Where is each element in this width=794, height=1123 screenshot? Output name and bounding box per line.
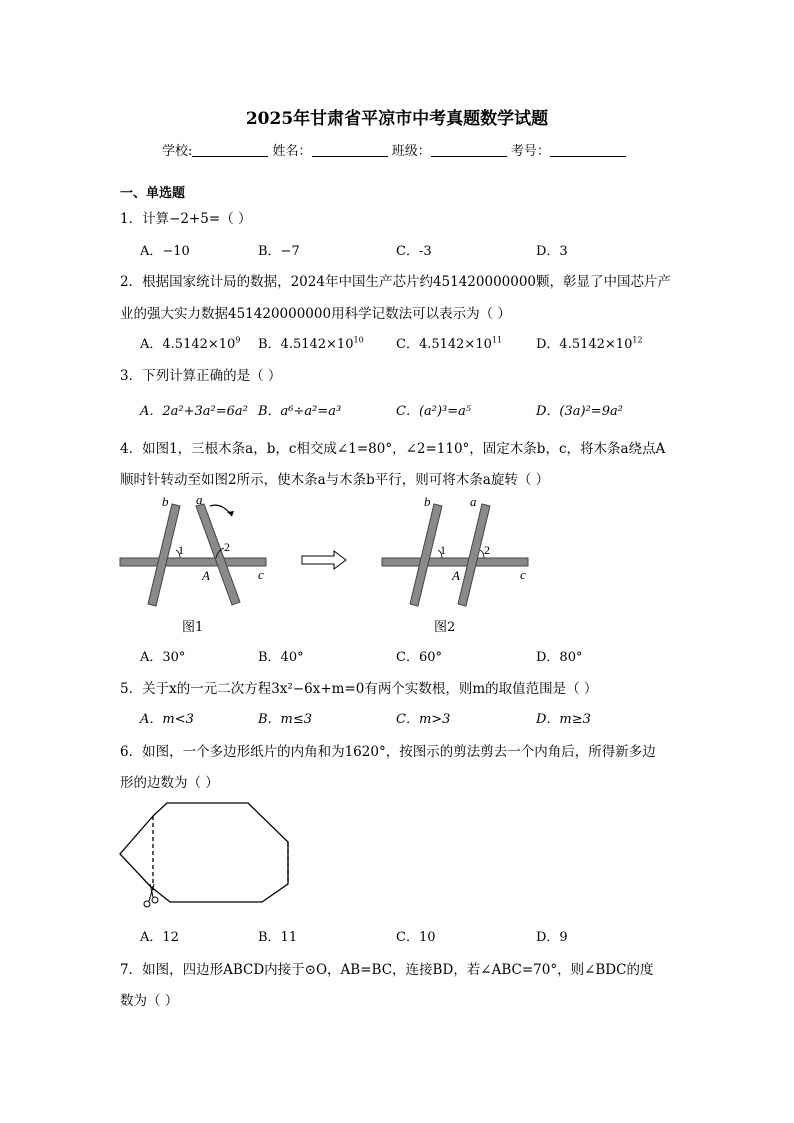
q1-option-d[interactable]: D．3 — [536, 244, 568, 259]
label-a: a — [196, 492, 203, 507]
q6-stem-line2: 形的边数为（ ） — [120, 775, 219, 791]
name-blank[interactable] — [312, 143, 388, 157]
q5-option-d[interactable]: D．m≥3 — [536, 712, 591, 727]
label-b: b — [162, 494, 169, 509]
q6-option-d[interactable]: D．9 — [536, 930, 568, 945]
q5-stem: 5．关于x的一元二次方程3x²−6x+m=0有两个实数根，则m的取值范围是（ ） — [120, 681, 598, 697]
q4-option-a[interactable]: A．30° — [140, 650, 186, 665]
q2-option-b[interactable]: B．$4.5142\times 10^{10}$ — [258, 335, 364, 352]
q3-option-a[interactable]: A．2a²+3a²=6a² — [140, 404, 248, 419]
q1-option-c[interactable]: C．-3 — [396, 244, 432, 259]
q5-option-a[interactable]: A．m<3 — [140, 712, 194, 727]
cut-corner — [120, 816, 153, 886]
exam-no-blank[interactable] — [550, 143, 626, 157]
q4-stem-line1: 4．如图1，三根木条a，b，c相交成∠1=80°，∠2=110°，固定木条b，c，将木条a绕点A — [120, 441, 666, 457]
label-a: a — [470, 494, 477, 509]
q6-option-c[interactable]: C．10 — [396, 930, 436, 945]
q5-option-b[interactable]: B．m≤3 — [258, 712, 313, 727]
label-angle-1: 1 — [178, 543, 184, 557]
q1-option-b[interactable]: B．−7 — [258, 244, 300, 259]
q4-figure-1 — [110, 492, 285, 617]
q4-fig1-caption: 图1 — [182, 620, 204, 635]
label-angle-2: 2 — [224, 540, 230, 554]
rotation-arrow-icon — [210, 505, 232, 516]
q6-stem-line1: 6．如图，一个多边形纸片的内角和为1620°，按图示的剪法剪去一个内角后，所得新多边 — [120, 744, 656, 760]
label-c: c — [520, 567, 526, 582]
q4-option-b[interactable]: B．40° — [258, 650, 304, 665]
class-blank[interactable] — [431, 143, 507, 157]
q4-stem-line2: 顺时针转动至如图2所示，使木条a与木条b平行，则可将木条a旋转（ ） — [120, 472, 550, 488]
q2-stem-line1: 2．根据国家统计局的数据，2024年中国生产芯片约451420000000颗，彰显了中国芯片产 — [120, 274, 672, 290]
page-title: 2025年甘肃省平凉市中考真题数学试题 — [245, 109, 549, 129]
q4-option-c[interactable]: C．60° — [396, 650, 442, 665]
label-c: c — [258, 567, 264, 582]
q1-stem: 1．计算−2+5=（ ） — [120, 211, 252, 227]
label-angle-1: 1 — [440, 543, 446, 557]
polygon-outline — [150, 803, 288, 902]
transition-arrow-icon — [300, 550, 350, 570]
name-label: 姓名： — [272, 144, 312, 159]
stick-c — [382, 558, 528, 566]
label-b: b — [424, 494, 431, 509]
school-label: 学校: — [162, 144, 193, 159]
student-info-row — [162, 140, 626, 159]
q1-option-a[interactable]: A．−10 — [140, 244, 190, 259]
q3-option-d[interactable]: D．(3a)²=9a² — [536, 404, 623, 419]
q4-option-d[interactable]: D．80° — [536, 650, 583, 665]
scissors-icon — [144, 884, 158, 907]
stick-c — [120, 558, 266, 566]
stick-a — [196, 504, 240, 605]
q2-option-a[interactable]: A．$4.5142\times 10^9$ — [140, 335, 241, 352]
section-heading: 一、单选题 — [120, 186, 186, 201]
class-label: 班级： — [391, 144, 431, 159]
q2-option-d[interactable]: D．$4.5142\times 10^{12}$ — [536, 335, 643, 352]
school-blank[interactable] — [192, 143, 268, 157]
label-angle-2: 2 — [484, 543, 490, 557]
stick-b — [148, 504, 180, 606]
stick-b — [410, 504, 442, 606]
q6-option-a[interactable]: A．12 — [140, 930, 179, 945]
label-A: A — [452, 568, 460, 583]
q5-option-c[interactable]: C．m>3 — [396, 712, 451, 727]
label-A: A — [202, 568, 210, 583]
q7-stem-line2: 数为（ ） — [120, 993, 179, 1009]
q2-stem-line2: 业的强大实力数据451420000000用科学记数法可以表示为（ ） — [120, 306, 511, 322]
q6-polygon-figure — [112, 796, 297, 914]
q4-figure-2 — [372, 492, 547, 617]
q2-option-c[interactable]: C．$4.5142\times 10^{11}$ — [396, 335, 503, 352]
q3-option-b[interactable]: B．a⁶÷a²=a³ — [258, 404, 342, 419]
q3-option-c[interactable]: C．(a²)³=a⁵ — [396, 404, 472, 419]
exam-no-label: 考号： — [510, 144, 550, 159]
q4-fig2-caption: 图2 — [434, 620, 456, 635]
q3-stem: 3．下列计算正确的是（ ） — [120, 368, 282, 384]
q7-stem-line1: 7．如图，四边形ABCD内接于⊙O，AB=BC，连接BD，若∠ABC=70°，则∠BDC的度 — [120, 962, 654, 978]
q6-option-b[interactable]: B．11 — [258, 930, 298, 945]
